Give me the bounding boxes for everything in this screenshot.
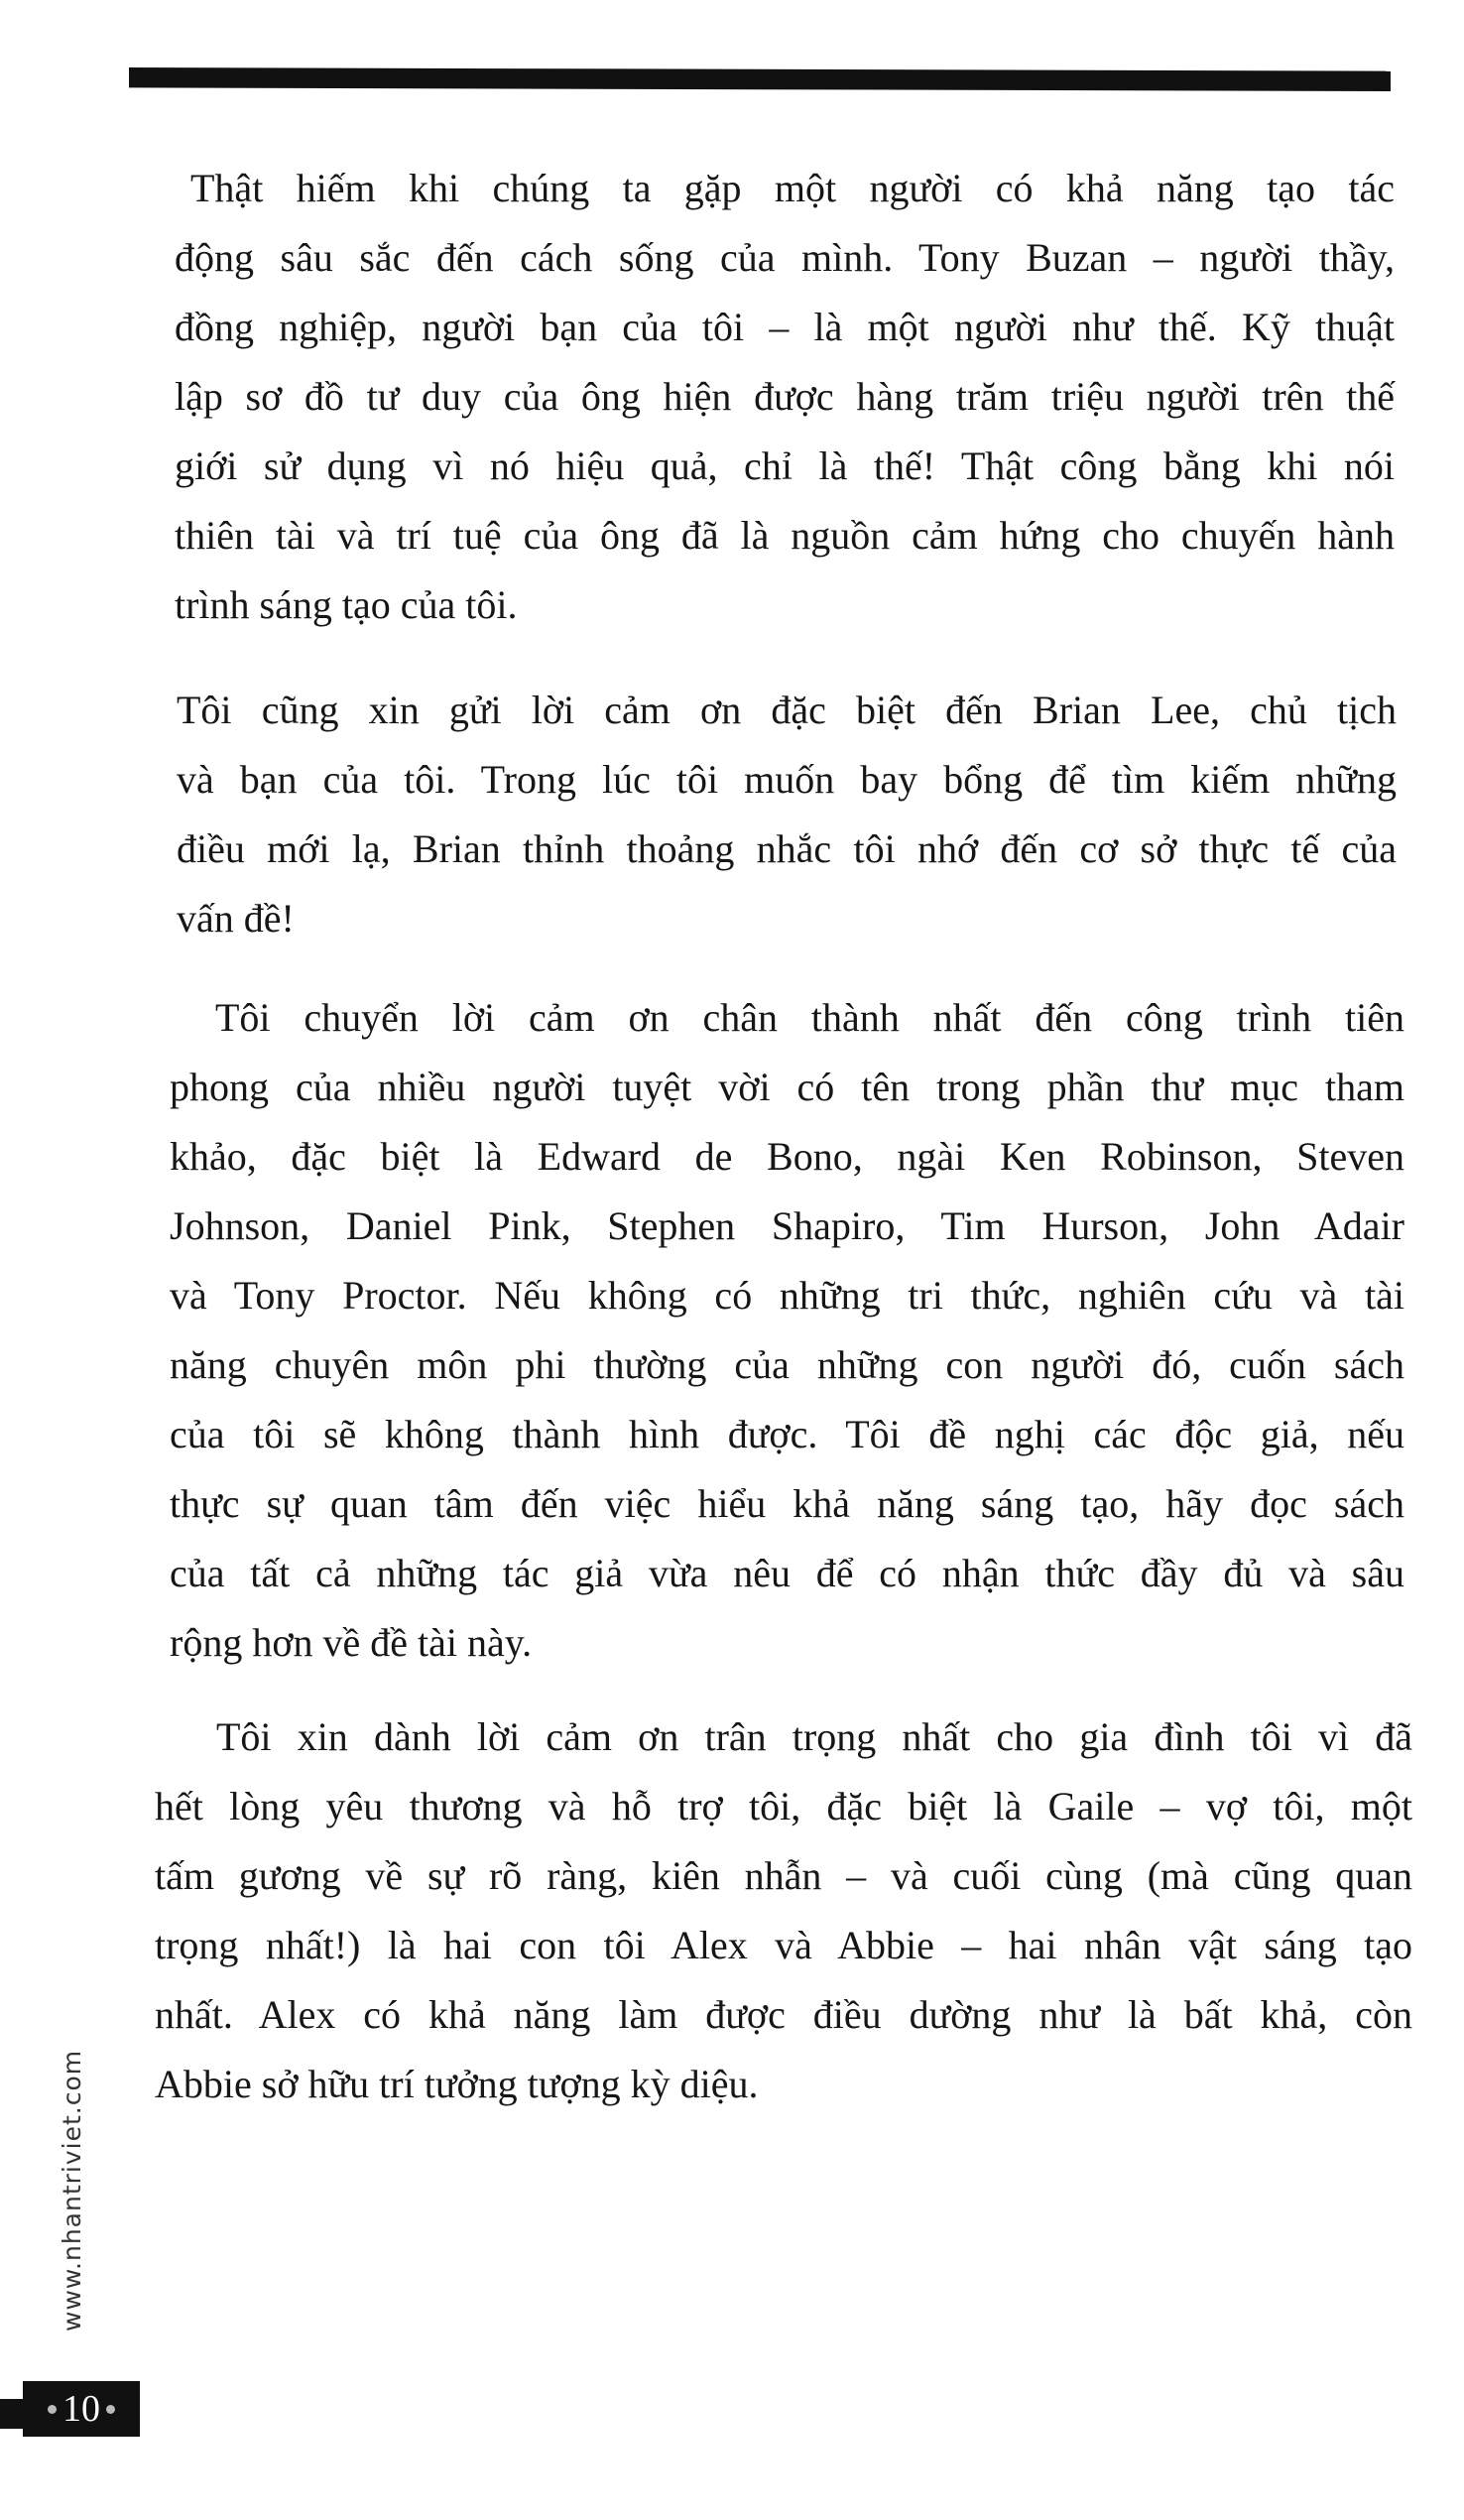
text-line: của tất cả những tác giả vừa nêu để có nhận thức đầy đủ và sâu	[170, 1551, 1404, 1595]
text-line: động sâu sắc đến cách sống của mình. Tony Buzan – người thầy,	[175, 235, 1395, 280]
text-line: trình sáng tạo của tôi.	[175, 582, 518, 627]
text-line: khảo, đặc biệt là Edward de Bono, ngài Ken Robinson, Steven	[170, 1134, 1404, 1179]
text-line: thực sự quan tâm đến việc hiểu khả năng sáng tạo, hãy đọc sách	[170, 1481, 1404, 1526]
text-line: giới sử dụng vì nó hiệu quả, chỉ là thế! Thật công bằng khi nói	[175, 443, 1395, 488]
header-rule	[129, 67, 1391, 91]
text-line: Johnson, Daniel Pink, Stephen Shapiro, Tim Hurson, John Adair	[170, 1203, 1404, 1248]
text-line: hết lòng yêu thương và hỗ trợ tôi, đặc biệt là Gaile – vợ tôi, một	[155, 1784, 1412, 1828]
paragraph-4	[155, 1702, 1412, 2119]
paragraph-3	[170, 983, 1404, 1678]
text-line: Tôi cũng xin gửi lời cảm ơn đặc biệt đến Brian Lee, chủ tịch	[177, 688, 1397, 732]
dot-icon	[48, 2405, 57, 2414]
page-number: 10	[62, 2388, 100, 2430]
text-line: lập sơ đồ tư duy của ông hiện được hàng trăm triệu người trên thế	[175, 374, 1395, 419]
text-line: năng chuyên môn phi thường của những con người đó, cuốn sách	[170, 1342, 1404, 1387]
text-line: nhất. Alex có khả năng làm được điều dường như là bất khả, còn	[155, 1992, 1412, 2037]
text-line: Abbie sở hữu trí tưởng tượng kỳ diệu.	[155, 2062, 759, 2106]
text-line: rộng hơn về đề tài này.	[170, 1620, 533, 1665]
text-line: của tôi sẽ không thành hình được. Tôi đề nghị các độc giả, nếu	[170, 1412, 1404, 1456]
website-url: www.nhantriviet.com	[58, 2049, 86, 2331]
dot-icon	[106, 2405, 115, 2414]
text-line: tấm gương về sự rõ ràng, kiên nhẫn – và cuối cùng (mà cũng quan	[155, 1853, 1412, 1898]
text-line: đồng nghiệp, người bạn của tôi – là một người như thế. Kỹ thuật	[175, 305, 1395, 349]
text-line: Tôi xin dành lời cảm ơn trân trọng nhất cho gia đình tôi vì đã	[216, 1714, 1412, 1759]
text-line: và bạn của tôi. Trong lúc tôi muốn bay bổng để tìm kiếm những	[177, 757, 1397, 802]
page-number-box	[23, 2381, 140, 2437]
text-line: thiên tài và trí tuệ của ông đã là nguồn cảm hứng cho chuyến hành	[175, 513, 1395, 558]
text-line: trọng nhất!) là hai con tôi Alex và Abbie – hai nhân vật sáng tạo	[155, 1923, 1412, 1967]
text-line: vấn đề!	[177, 896, 295, 941]
text-line: phong của nhiều người tuyệt vời có tên trong phần thư mục tham	[170, 1065, 1404, 1109]
text-line: Tôi chuyển lời cảm ơn chân thành nhất đến công trình tiên	[215, 995, 1404, 1040]
text-line: và Tony Proctor. Nếu không có những tri thức, nghiên cứu và tài	[170, 1273, 1404, 1318]
text-line: điều mới lạ, Brian thỉnh thoảng nhắc tôi nhớ đến cơ sở thực tế của	[177, 826, 1397, 871]
paragraph-2	[177, 676, 1397, 953]
text-line: Thật hiếm khi chúng ta gặp một người có khả năng tạo tác	[190, 166, 1395, 210]
paragraph-1	[175, 154, 1395, 640]
